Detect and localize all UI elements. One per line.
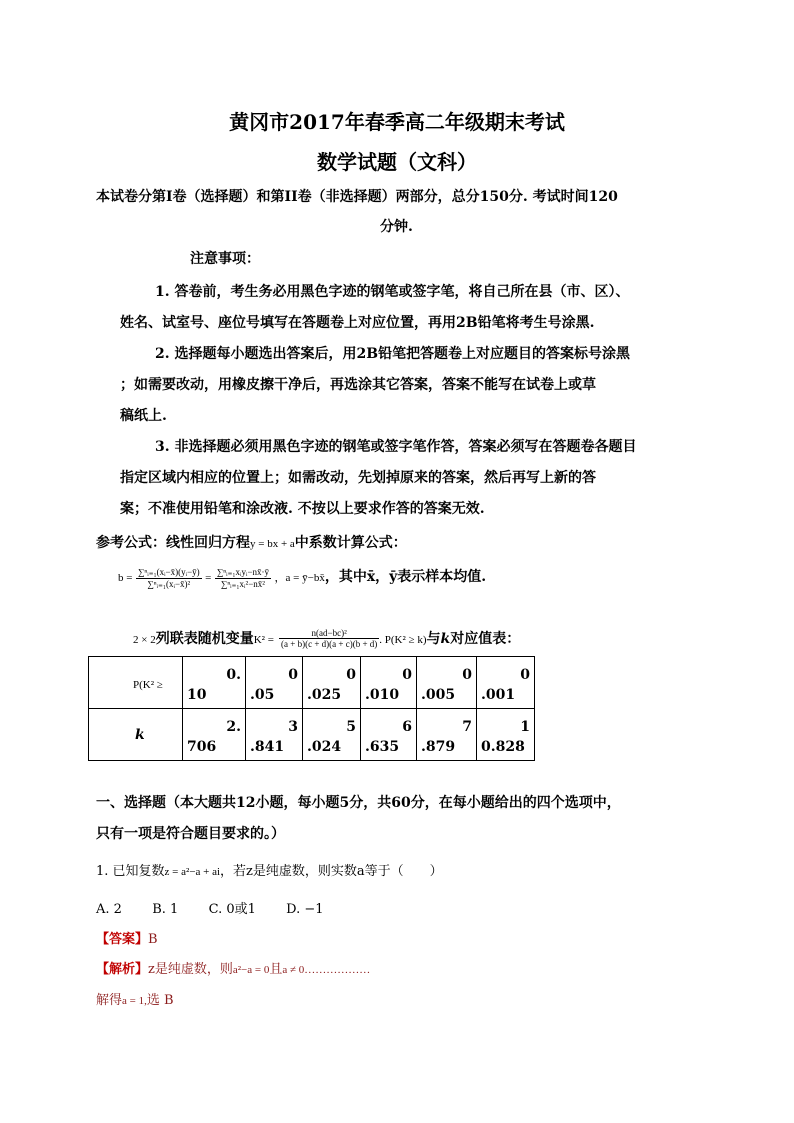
notice-item1-line2: 姓名、试室号、座位号填写在答题卷上对应位置，再用2B铅笔将考生号涂黑.	[120, 315, 595, 331]
notice-item3-line2: 指定区域内相应的位置上；如需改动，先划掉原来的答案，然后再写上新的答	[120, 470, 596, 486]
k2-frac	[279, 628, 379, 649]
q1-analysis-line	[96, 958, 370, 977]
k2-text: 列联表随机变量	[155, 631, 254, 647]
page-subtitle: 数学试题（文科）	[317, 150, 477, 174]
table-cell: 0 .005	[417, 657, 477, 709]
notice-heading: 注意事项：	[190, 251, 260, 267]
table-cell: 0 .001	[477, 657, 535, 709]
a-formula: ，a = ȳ−bx̄	[274, 572, 325, 584]
solve-tail: 选 B	[146, 993, 174, 1008]
analysis-eq: a²−a = 0	[232, 964, 270, 976]
b-lhs: b =	[118, 572, 133, 584]
k2-line	[133, 628, 520, 649]
analysis-tag: 【解析】	[96, 962, 149, 977]
table-cell: 0 .025	[303, 657, 361, 709]
section1-line2: 只有一项是符合题目要求的。）	[96, 826, 285, 842]
k2-k: k	[440, 631, 451, 647]
question-1-options	[96, 898, 324, 917]
b-frac2	[215, 567, 271, 590]
table-cell: 3 .841	[246, 709, 303, 761]
q1-answer-line	[96, 928, 158, 947]
b-frac1	[136, 567, 202, 590]
b-frac1-den: ∑ⁿᵢ₌₁(xᵢ−x̄)²	[147, 578, 191, 589]
notice-item3-line3: 案；不准使用铅笔和涂改液. 不按以上要求作答的答案无效.	[120, 501, 485, 517]
k2-after: . P(K² ≥ k)	[379, 634, 427, 646]
table-cell: 7 .879	[417, 709, 477, 761]
option-c: C. 0或1	[208, 902, 256, 917]
option-a: A. 2	[96, 902, 122, 917]
b-frac1-num: ∑ⁿᵢ₌₁(xᵢ−x̄)(yᵢ−ȳ)	[137, 566, 200, 577]
formula-ref-prefix: 参考公式：线性回归方程	[96, 535, 250, 551]
table-row-header-k: k	[89, 709, 183, 761]
q1-equation: z = a²−a + ai	[164, 866, 221, 878]
b-eq-sign: =	[205, 572, 212, 584]
k2-tail: 对应值表：	[450, 631, 521, 647]
b-frac2-den: ∑ⁿᵢ₌₁xᵢ²−nx̄²	[220, 578, 265, 589]
section1-line1: 一、选择题（本大题共12小题，每小题5分，共60分，在每小题给出的四个选项中，	[96, 795, 621, 811]
regression-equation: y = bx + a	[250, 538, 295, 550]
question-1-stem	[96, 860, 443, 879]
analysis-text: z是纯虚数，则	[148, 962, 233, 977]
table-row	[89, 657, 535, 709]
k2-prefix: 2 × 2	[133, 634, 156, 646]
table-cell: 0 .05	[246, 657, 303, 709]
k2-num: n(ad−bc)²	[279, 628, 379, 639]
q1-prefix: 1. 已知复数	[96, 864, 165, 879]
analysis-and: 且	[269, 962, 283, 977]
answer-value: B	[148, 932, 158, 947]
table-row	[89, 709, 535, 761]
notice-item2-line1: 2. 选择题每小题选出答案后，用2B铅笔把答题卷上对应题目的答案标号涂黑	[155, 346, 631, 362]
k2-lhs: K² =	[253, 634, 274, 646]
table-row-header-p: P(K² ≥	[89, 657, 183, 709]
b-formula	[118, 566, 486, 590]
formula-ref-line	[96, 532, 407, 552]
answer-tag: 【答案】	[96, 932, 149, 947]
b-frac2-num: ∑ⁿᵢ₌₁xᵢyᵢ−nx̄·ȳ	[216, 566, 270, 577]
intro-line1: 本试卷分第I卷（选择题）和第II卷（非选择题）两部分，总分150分. 考试时间120	[96, 189, 618, 205]
table-cell: 0. 10	[183, 657, 246, 709]
option-d: D. −1	[286, 902, 324, 917]
table-cell: 5 .024	[303, 709, 361, 761]
table-cell: 2. 706	[183, 709, 246, 761]
critical-value-table	[88, 656, 535, 761]
solve-eq: a = 1,	[122, 995, 147, 1007]
notice-item3-line1: 3. 非选择题必须用黑色字迹的钢笔或签字笔作答，答案必须写在答题卷各题目	[155, 439, 637, 455]
q1-mid: ，若z是纯虚数，则实数a等于（ ）	[220, 864, 443, 879]
notice-item2-line2: ；如需要改动，用橡皮擦干净后，再选涂其它答案，答案不能写在试卷上或草	[120, 377, 596, 393]
table-cell: 1 0.828	[477, 709, 535, 761]
table-cell: 0 .010	[361, 657, 417, 709]
formula-ref-suffix: 中系数计算公式：	[294, 535, 407, 551]
k2-suffix: 与	[426, 631, 441, 647]
notice-item2-line3: 稿纸上.	[120, 408, 167, 424]
table-cell: 6 .635	[361, 709, 417, 761]
intro-line2: 分钟.	[380, 219, 413, 235]
page-title: 黄冈市2017年春季高二年级期末考试	[229, 110, 565, 134]
analysis-eq2: a ≠ 0………………	[282, 964, 371, 976]
mean-text: ，其中x̄，ȳ表示样本均值.	[324, 569, 487, 585]
solve-text: 解得	[96, 993, 123, 1008]
q1-solve-line	[96, 989, 174, 1008]
notice-item1-line1: 1. 答卷前，考生务必用黑色字迹的钢笔或签字笔，将自己所在县（市、区）、	[155, 284, 630, 300]
k2-den: (a + b)(c + d)(a + c)(b + d)	[281, 639, 378, 649]
option-b: B. 1	[152, 902, 179, 917]
